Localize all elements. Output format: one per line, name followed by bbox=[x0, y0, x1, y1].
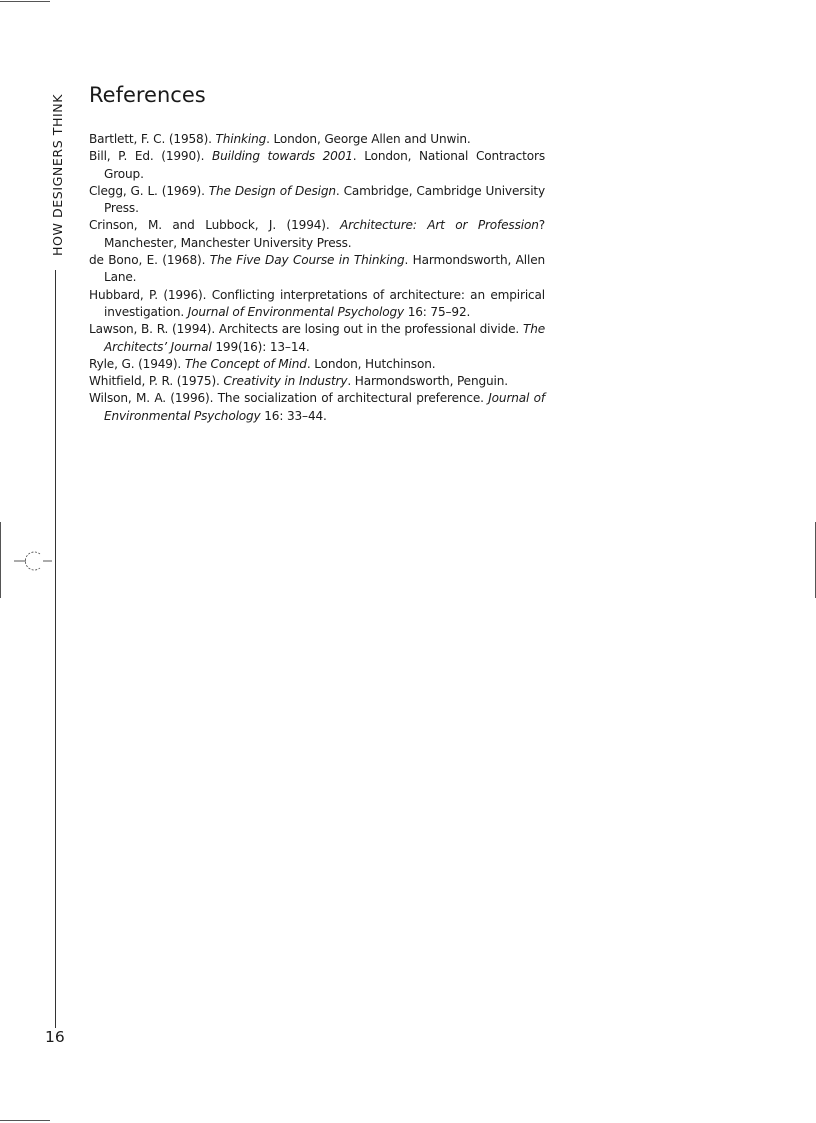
reference-item bbox=[89, 373, 545, 390]
reference-text: Crinson, M. and Lubbock, J. (1994). bbox=[89, 218, 341, 233]
reference-title: Creativity in Industry bbox=[223, 374, 348, 389]
running-head-rule bbox=[55, 270, 56, 1028]
reference-text: de Bono, E. (1968). bbox=[89, 253, 210, 268]
reference-text: . London, Hutchinson. bbox=[306, 356, 436, 371]
reference-item bbox=[89, 390, 545, 425]
references-section bbox=[89, 82, 545, 425]
page-title: References bbox=[89, 83, 206, 107]
reference-item bbox=[89, 148, 545, 183]
reference-text: 16: 33–44. bbox=[260, 408, 327, 423]
reference-title: Architecture: Art or Profession bbox=[340, 218, 539, 233]
registration-mark-icon bbox=[14, 548, 54, 574]
reference-item bbox=[89, 321, 545, 356]
reference-text: Hubbard, P. (1996). Conflicting interpretations of architecture: an empirical investigation. bbox=[89, 287, 545, 319]
reference-text: Whitfield, P. R. (1975). bbox=[89, 374, 224, 389]
reference-title: Journal of Environmental Psychology bbox=[104, 391, 545, 423]
running-head bbox=[51, 86, 65, 256]
reference-item bbox=[89, 183, 545, 218]
reference-item bbox=[89, 356, 545, 373]
crop-mark-left bbox=[0, 522, 1, 598]
reference-text: Clegg, G. L. (1969). bbox=[89, 183, 209, 198]
reference-text: . Harmondsworth, Penguin. bbox=[347, 374, 508, 389]
reference-list bbox=[89, 131, 545, 425]
reference-item bbox=[89, 252, 545, 287]
reference-text: ? Manchester, Manchester University Press. bbox=[104, 218, 545, 250]
reference-title: The Design of Design bbox=[208, 183, 336, 198]
reference-text: 16: 75–92. bbox=[404, 304, 471, 319]
reference-item bbox=[89, 131, 545, 148]
reference-text: . London, George Allen and Unwin. bbox=[266, 132, 471, 146]
reference-title: The Five Day Course in Thinking bbox=[209, 253, 405, 268]
reference-title: Journal of Environmental Psychology bbox=[187, 304, 405, 319]
reference-title: Building towards 2001 bbox=[211, 149, 353, 164]
reference-text: Wilson, M. A. (1996). The socialization of architectural preference. bbox=[89, 391, 489, 406]
reference-text: . Cambridge, Cambridge University Press. bbox=[104, 183, 546, 216]
reference-text: Lawson, B. R. (1994). Architects are losing out in the professional divide. bbox=[89, 322, 523, 337]
reference-text: 199(16): 13–14. bbox=[211, 339, 310, 354]
crop-mark-top-left bbox=[0, 1, 50, 2]
crop-mark-bottom-left bbox=[0, 1120, 50, 1121]
running-head-text: HOW DESIGNERS THINK bbox=[50, 93, 65, 256]
reference-text: . London, National Contractors Group. bbox=[104, 149, 545, 181]
page-number: 16 bbox=[45, 1028, 65, 1046]
reference-text: Ryle, G. (1949). bbox=[89, 356, 185, 371]
reference-item bbox=[89, 287, 545, 322]
reference-title: Thinking bbox=[215, 132, 267, 146]
reference-item bbox=[89, 217, 545, 252]
reference-text: Bartlett, F. C. (1958). bbox=[89, 132, 216, 146]
reference-title: The Concept of Mind bbox=[184, 356, 307, 371]
reference-title: The Architects’ Journal bbox=[104, 322, 545, 354]
reference-text: . Harmondsworth, Allen Lane. bbox=[104, 253, 545, 285]
reference-text: Bill, P. Ed. (1990). bbox=[89, 149, 212, 164]
